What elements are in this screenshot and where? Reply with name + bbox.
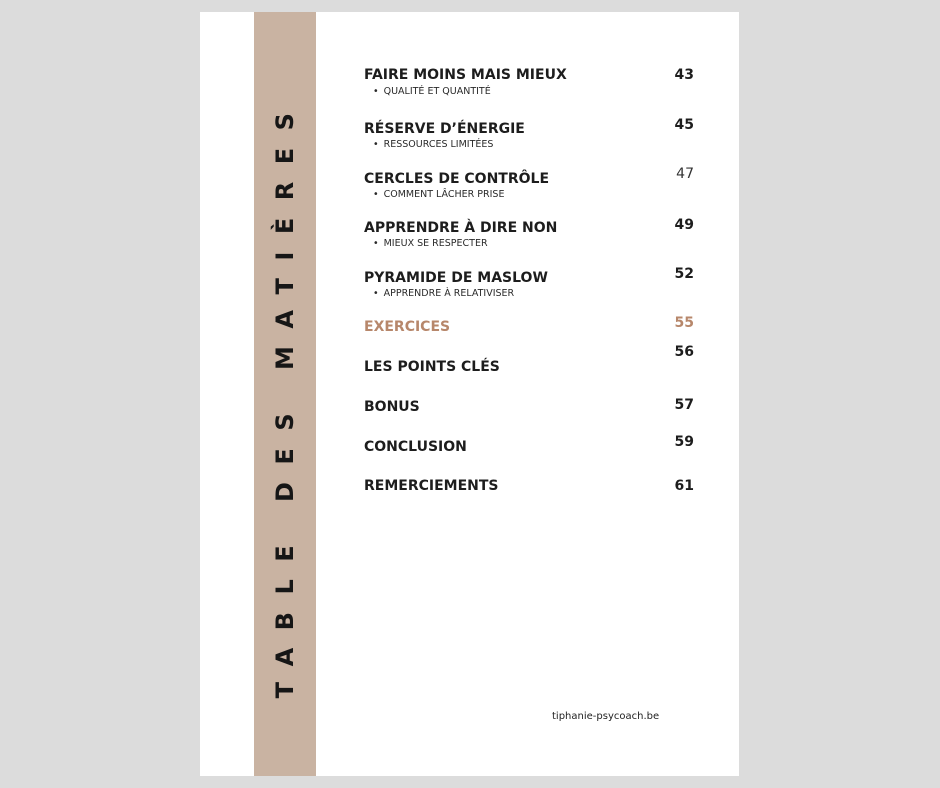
- bullet-icon: •: [373, 189, 379, 200]
- toc-page-number: 55: [674, 315, 694, 331]
- toc-subtitle-text: APPRENDRE À RELATIVISER: [383, 288, 515, 299]
- toc-page-number: 59: [674, 434, 694, 450]
- toc-subtitle-text: MIEUX SE RESPECTER: [383, 238, 488, 249]
- toc-page-number: 57: [674, 397, 694, 413]
- toc-page-number: 61: [674, 478, 694, 494]
- toc-title: EXERCICES: [364, 319, 451, 335]
- toc-subtitle: [373, 189, 504, 200]
- sidebar-title-wrapper: [254, 12, 316, 776]
- toc-page-number: 56: [674, 344, 694, 360]
- toc-title: REMERCIEMENTS: [364, 478, 499, 494]
- bullet-icon: •: [373, 238, 379, 249]
- toc-subtitle: [373, 86, 491, 97]
- toc-page-number: 52: [674, 266, 694, 282]
- bullet-icon: •: [373, 288, 379, 299]
- toc-subtitle: [373, 238, 488, 249]
- toc-title: CONCLUSION: [364, 439, 467, 455]
- toc-page-number: 47: [676, 166, 694, 182]
- toc-subtitle: [373, 288, 514, 299]
- document-page: [200, 12, 739, 776]
- toc-subtitle-text: RESSOURCES LIMITÉES: [383, 139, 494, 150]
- toc-title: APPRENDRE À DIRE NON: [364, 220, 558, 236]
- toc-title: LES POINTS CLÉS: [364, 359, 500, 375]
- toc-title: RÉSERVE D’ÉNERGIE: [364, 121, 525, 137]
- sidebar-title: TABLE DES MATIÈRES: [271, 95, 299, 699]
- bullet-icon: •: [373, 139, 379, 150]
- toc-title: PYRAMIDE DE MASLOW: [364, 270, 548, 286]
- toc-title: CERCLES DE CONTRÔLE: [364, 171, 550, 187]
- toc-subtitle: [373, 139, 493, 150]
- bullet-icon: •: [373, 86, 379, 97]
- toc-page-number: 49: [674, 217, 694, 233]
- website-footer: tiphanie-psycoach.be: [552, 711, 660, 722]
- toc-subtitle-text: QUALITÉ ET QUANTITÉ: [383, 86, 491, 97]
- toc-title: BONUS: [364, 399, 420, 415]
- sidebar-band: [254, 12, 316, 776]
- toc-subtitle-text: COMMENT LÂCHER PRISE: [383, 189, 505, 200]
- toc-page-number: 43: [674, 67, 694, 83]
- toc-title: FAIRE MOINS MAIS MIEUX: [364, 67, 567, 83]
- toc-page-number: 45: [674, 117, 694, 133]
